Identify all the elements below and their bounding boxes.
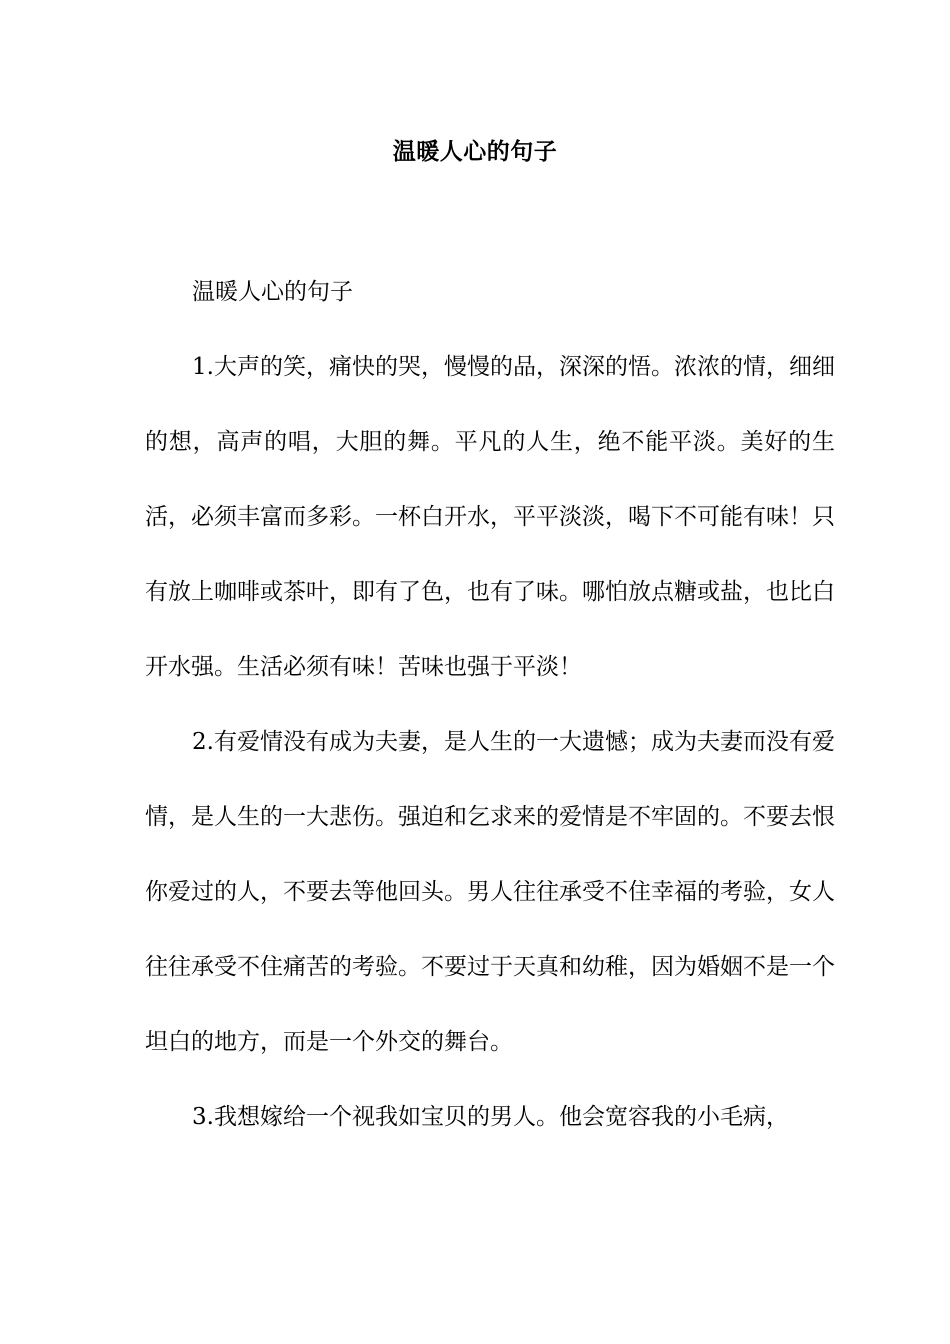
paragraph-heading: 温暖人心的句子 xyxy=(192,279,353,305)
document-title: 温暖人心的句子 xyxy=(392,138,558,165)
paragraph-2: 2.有爱情没有成为夫妻，是人生的一大遗憾；成为夫妻而没有爱情，是人生的一大悲伤。强迫和乞求来的爱情是不牢固的。不要去恨你爱过的人，不要去等他回头。男人往往承受不住幸福的考验，女人往往承受不住痛苦的考验。不要过于天真和幼稚，因为婚姻不是一个坦白的地方，而是一个外交的舞台。 xyxy=(145,729,835,1055)
paragraph-3: 3.我想嫁给一个视我如宝贝的男人。他会宽容我的小毛病， xyxy=(192,1104,789,1130)
paragraph-1: 1.大声的笑，痛快的哭，慢慢的品，深深的悟。浓浓的情，细细的想，高声的唱，大胆的舞。平凡的人生，绝不能平淡。美好的生活，必须丰富而多彩。一杯白开水，平平淡淡，喝下不可能有味！只有放上咖啡或茶叶，即有了色，也有了味。哪怕放点糖或盐，也比白开水强。生活必须有味！苦味也强于平淡！ xyxy=(145,354,835,680)
document-body xyxy=(145,255,835,1155)
